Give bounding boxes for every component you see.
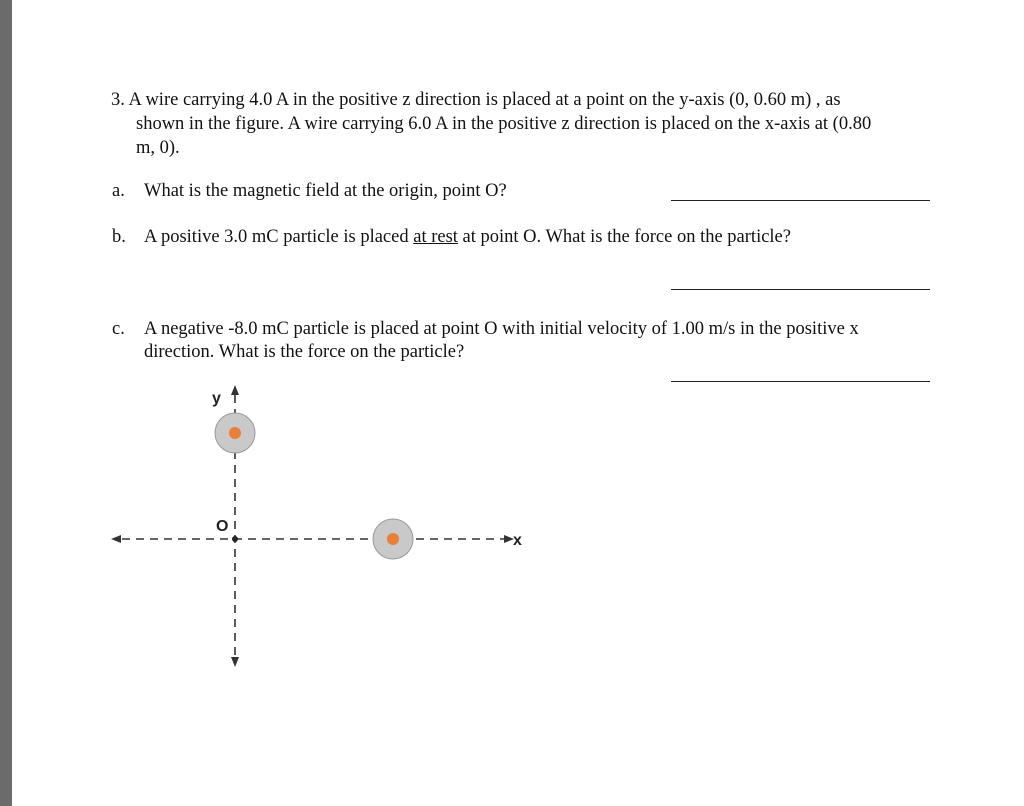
wire-x-axis-current-dot [387, 533, 399, 545]
part-b-text-after: at point O. What is the force on the particle? [457, 227, 791, 247]
part-a-text: What is the magnetic field at the origin, point O? [144, 181, 507, 201]
viewer-left-edge [0, 0, 12, 806]
part-c-text-1: A negative -8.0 mC particle is placed at point O with initial velocity of 1.00 m/s in the positive x [144, 319, 859, 339]
coordinate-figure [12, 0, 1024, 806]
question-line-2: shown in the figure. A wire carrying 6.0 A in the positive z direction is placed on the x-axis at (0.80 [136, 114, 872, 134]
y-axis-label: y [212, 390, 221, 407]
question-number: 3. [111, 90, 125, 110]
wire-y-axis-current-dot [229, 427, 241, 439]
x-axis-left-arrow [111, 535, 121, 543]
document-page [12, 0, 1024, 806]
part-b-text-before: A positive 3.0 mC particle is placed [144, 227, 414, 247]
question-line-3: m, 0). [136, 138, 180, 158]
origin-label: O [216, 518, 229, 535]
part-b-letter: b. [112, 227, 126, 247]
y-axis-down-arrow [231, 657, 239, 667]
part-c-letter: c. [112, 319, 125, 339]
x-axis-label: x [513, 532, 522, 549]
y-axis-up-arrow [231, 385, 239, 395]
origin-point [232, 536, 238, 542]
part-c-text-2: direction. What is the force on the particle? [144, 342, 465, 362]
question-text-1: A wire carrying 4.0 A in the positive z direction is placed at a point on the y-axis (0, 0.60 m) , as [128, 90, 841, 110]
part-a-letter: a. [112, 181, 125, 201]
part-b-underlined: at rest [413, 227, 458, 247]
